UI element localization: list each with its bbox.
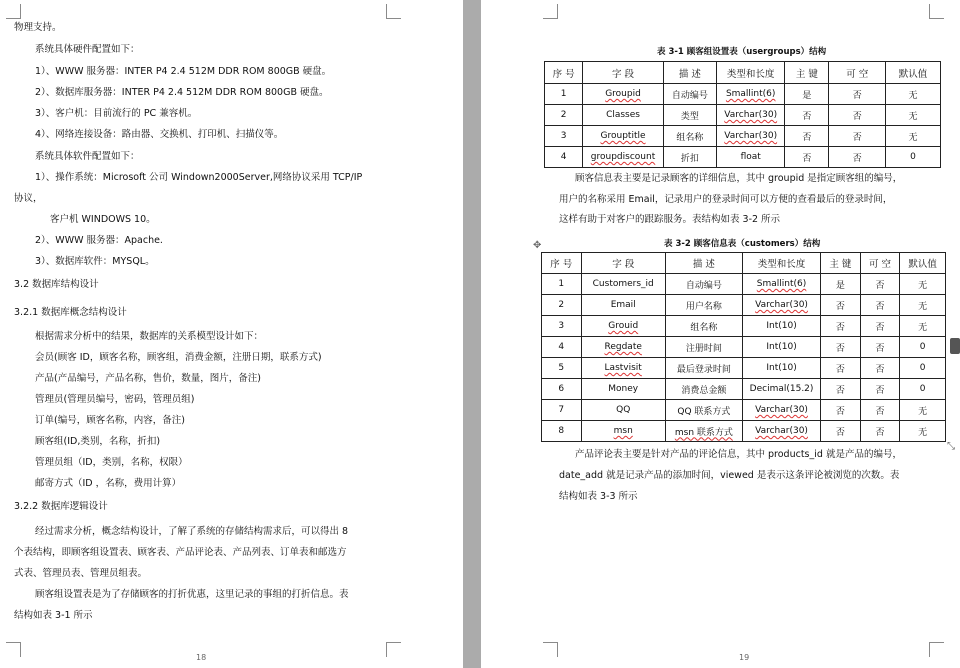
table-cell: 4 <box>545 147 583 168</box>
table-resize-handle-icon[interactable]: ⤡ <box>947 441 955 452</box>
table-cell: 否 <box>821 400 861 421</box>
table-move-handle-icon[interactable]: ✥ <box>533 240 542 251</box>
document-page-left <box>0 0 463 668</box>
table-cell: 否 <box>821 295 861 316</box>
table-cell: 无 <box>886 126 941 147</box>
header-cell: 序 号 <box>545 62 583 84</box>
text-line: 经过需求分析，概念结构设计，了解了系统的存储结构需求后，可以得出 8 <box>35 526 349 537</box>
table-cell: 否 <box>860 337 900 358</box>
table-cell: float <box>717 147 785 168</box>
text-line: 1）、WWW 服务器：INTER P4 2.4 512M DDR ROM 800GB 硬盘。 <box>35 66 332 77</box>
text-line: 系统具体软件配置如下： <box>35 151 140 162</box>
text-line: 2）、数据库服务器：INTER P4 2.4 512M DDR ROM 800GB 硬盘。 <box>35 87 329 98</box>
table-cell: 否 <box>829 84 886 105</box>
table-cell: Varchar(30) <box>742 400 820 421</box>
table-cell: 最后登录时间 <box>665 358 742 379</box>
table-cell: 1 <box>542 274 582 295</box>
table-cell: Money <box>581 379 665 400</box>
text-line: 2）、WWW 服务器：Apache. <box>35 235 163 246</box>
text-line: 3）、客户机：目前流行的 PC 兼容机。 <box>35 108 198 119</box>
header-cell: 类型和长度 <box>742 253 820 274</box>
table-cell: 否 <box>860 316 900 337</box>
table-cell: 3 <box>542 316 582 337</box>
table-caption: 表 3-2 顾客信息表（customers）结构 <box>664 239 821 249</box>
text-line: 物理支持。 <box>14 22 62 33</box>
table-row <box>542 337 946 358</box>
text-line: 用户的名称采用 Email，记录用户的登录时间可以方便的查看最后的登录时间， <box>559 194 893 205</box>
table-cell: Customers_id <box>581 274 665 295</box>
table-cell: 否 <box>821 337 861 358</box>
text-line: 顾客组(ID,类别，名称，折扣) <box>35 436 161 447</box>
table-cell: 无 <box>900 400 946 421</box>
table-cell: 组名称 <box>665 316 742 337</box>
table-cell: Email <box>581 295 665 316</box>
section-heading: 3.2.1 数据库概念结构设计 <box>14 307 127 318</box>
table-cell: 8 <box>542 421 582 442</box>
table-cell: Int(10) <box>742 337 820 358</box>
table-cell: 0 <box>900 379 946 400</box>
text-line: date_add 就是记录产品的添加时间，viewed 是表示这条评论被浏览的次数。表 <box>559 470 900 481</box>
document-page-right <box>481 0 960 668</box>
table-cell: 否 <box>829 126 886 147</box>
customers-table <box>541 252 946 442</box>
header-cell: 主 键 <box>785 62 829 84</box>
table-cell: 否 <box>860 274 900 295</box>
crop-mark-top-left <box>543 4 558 19</box>
table-cell: 消费总金额 <box>665 379 742 400</box>
table-cell: 用户名称 <box>665 295 742 316</box>
table-row <box>542 274 946 295</box>
table-cell: 否 <box>821 421 861 442</box>
table-cell: Varchar(30) <box>717 126 785 147</box>
table-cell: 否 <box>821 316 861 337</box>
table-cell: 否 <box>821 379 861 400</box>
header-cell: 默认值 <box>900 253 946 274</box>
text-line: 系统具体硬件配置如下： <box>35 44 140 55</box>
text-line: 结构如表 3-3 所示 <box>559 491 638 502</box>
text-line: 结构如表 3-1 所示 <box>14 610 93 621</box>
text-line: 式表、管理员表、管理员组表。 <box>14 568 148 579</box>
table-cell: 否 <box>860 421 900 442</box>
text-line: 顾客组设置表是为了存储顾客的打折优惠，这里记录的事组的打折信息。表 <box>35 589 349 600</box>
table-row <box>542 295 946 316</box>
table-cell: Grouptitle <box>583 126 663 147</box>
table-cell: 是 <box>785 84 829 105</box>
table-cell: 2 <box>542 295 582 316</box>
table-cell: 无 <box>900 421 946 442</box>
table-cell: 组名称 <box>663 126 716 147</box>
table-cell: 4 <box>542 337 582 358</box>
table-cell: 是 <box>821 274 861 295</box>
table-cell: 否 <box>860 358 900 379</box>
table-cell: 折扣 <box>663 147 716 168</box>
section-heading: 3.2.2 数据库逻辑设计 <box>14 501 108 512</box>
header-cell: 主 键 <box>821 253 861 274</box>
table-cell: 7 <box>542 400 582 421</box>
table-cell: 6 <box>542 379 582 400</box>
table-cell: Classes <box>583 105 663 126</box>
table-cell: Decimal(15.2) <box>742 379 820 400</box>
table-cell: msn 联系方式 <box>665 421 742 442</box>
table-cell: Lastvisit <box>581 358 665 379</box>
table-cell: 5 <box>542 358 582 379</box>
text-line: 产品(产品编号，产品名称，售价，数量，图片，备注) <box>35 373 261 384</box>
table-cell: 否 <box>829 105 886 126</box>
table-cell: Int(10) <box>742 358 820 379</box>
table-row <box>542 316 946 337</box>
table-row <box>542 358 946 379</box>
table-cell: 否 <box>785 126 829 147</box>
text-line: 个表结构，即顾客组设置表、顾客表、产品评论表、产品列表、订单表和邮选方 <box>14 547 347 558</box>
table-row <box>545 105 941 126</box>
header-cell: 描 述 <box>663 62 716 84</box>
table-cell: Varchar(30) <box>717 105 785 126</box>
table-cell: 3 <box>545 126 583 147</box>
table-row <box>545 126 941 147</box>
table-cell: QQ <box>581 400 665 421</box>
table-row <box>545 84 941 105</box>
table-cell: Varchar(30) <box>742 295 820 316</box>
table-cell: 2 <box>545 105 583 126</box>
table-cell: 否 <box>860 379 900 400</box>
table-cell: 1 <box>545 84 583 105</box>
table-cell: 否 <box>860 295 900 316</box>
table-cell: Smallint(6) <box>742 274 820 295</box>
table-cell: 0 <box>886 147 941 168</box>
usergroups-table <box>544 61 941 168</box>
table-header-row <box>545 62 941 84</box>
table-cell: 否 <box>821 358 861 379</box>
text-line: 顾客信息表主要是记录顾客的详细信息，其中 groupid 是指定顾客组的编号， <box>575 173 903 184</box>
scrollbar-grip[interactable] <box>950 338 960 354</box>
table-cell: 否 <box>829 147 886 168</box>
table-cell: 自动编号 <box>663 84 716 105</box>
table-cell: 无 <box>886 84 941 105</box>
text-line: 管理员组（ID，类别，名称，权限） <box>35 457 188 468</box>
text-line: 管理员(管理员编号，密码，管理员组) <box>35 394 195 405</box>
table-cell: Regdate <box>581 337 665 358</box>
crop-mark-top-left <box>6 4 21 19</box>
header-cell: 字 段 <box>581 253 665 274</box>
page-number: 18 <box>196 653 207 662</box>
header-cell: 字 段 <box>583 62 663 84</box>
section-heading: 3.2 数据库结构设计 <box>14 279 99 290</box>
header-cell: 描 述 <box>665 253 742 274</box>
table-cell: 无 <box>900 316 946 337</box>
table-row <box>542 421 946 442</box>
text-line: 邮寄方式（ID ，名称，费用计算） <box>35 478 182 489</box>
table-cell: Smallint(6) <box>717 84 785 105</box>
text-line: 这样有助于对客户的跟踪服务。表结构如表 3-2 所示 <box>559 214 781 225</box>
table-cell: Varchar(30) <box>742 421 820 442</box>
crop-mark-bottom-right <box>929 642 944 657</box>
table-cell: groupdiscount <box>583 147 663 168</box>
header-cell: 可 空 <box>860 253 900 274</box>
table-cell: 自动编号 <box>665 274 742 295</box>
table-cell: 无 <box>900 295 946 316</box>
table-cell: Int(10) <box>742 316 820 337</box>
table-cell: 无 <box>900 274 946 295</box>
table-row <box>545 147 941 168</box>
table-row <box>542 379 946 400</box>
table-cell: 否 <box>785 105 829 126</box>
table-cell: 0 <box>900 337 946 358</box>
header-cell: 默认值 <box>886 62 941 84</box>
table-header-row <box>542 253 946 274</box>
crop-mark-top-right <box>386 4 401 19</box>
page-number: 19 <box>739 653 750 662</box>
text-line: 根据需求分析中的结果，数据库的关系模型设计如下： <box>35 331 264 342</box>
table-cell: 0 <box>900 358 946 379</box>
table-row <box>542 400 946 421</box>
table-cell: 否 <box>785 147 829 168</box>
text-line: 3）、数据库软件：MYSQL。 <box>35 256 155 267</box>
table-caption: 表 3-1 顾客组设置表（usergroups）结构 <box>657 47 827 57</box>
text-line: 协议， <box>14 193 43 204</box>
text-line: 订单(编号，顾客名称，内容，备注) <box>35 415 185 426</box>
crop-mark-bottom-left <box>543 642 558 657</box>
table-cell: QQ 联系方式 <box>665 400 742 421</box>
table-cell: 类型 <box>663 105 716 126</box>
crop-mark-bottom-right <box>386 642 401 657</box>
text-line: 会员(顾客 ID，顾客名称，顾客组，消费金额，注册日期，联系方式) <box>35 352 322 363</box>
text-line: 1）、操作系统：Microsoft 公司 Windown2000Server,网络协议采用 TCP/IP <box>35 172 363 183</box>
crop-mark-bottom-left <box>6 642 21 657</box>
table-cell: 无 <box>886 105 941 126</box>
table-cell: msn <box>581 421 665 442</box>
crop-mark-top-right <box>929 4 944 19</box>
table-cell: 注册时间 <box>665 337 742 358</box>
header-cell: 可 空 <box>829 62 886 84</box>
header-cell: 类型和长度 <box>717 62 785 84</box>
table-cell: Grouid <box>581 316 665 337</box>
table-cell: 否 <box>860 400 900 421</box>
table-cell: Groupid <box>583 84 663 105</box>
text-line: 产品评论表主要是针对产品的评论信息，其中 products_id 就是产品的编号， <box>575 449 902 460</box>
text-line: 4）、网络连接设备：路由器、交换机、打印机、扫描仪等。 <box>35 129 284 140</box>
header-cell: 序 号 <box>542 253 582 274</box>
text-line: 客户机 WINDOWS 10。 <box>50 214 156 225</box>
